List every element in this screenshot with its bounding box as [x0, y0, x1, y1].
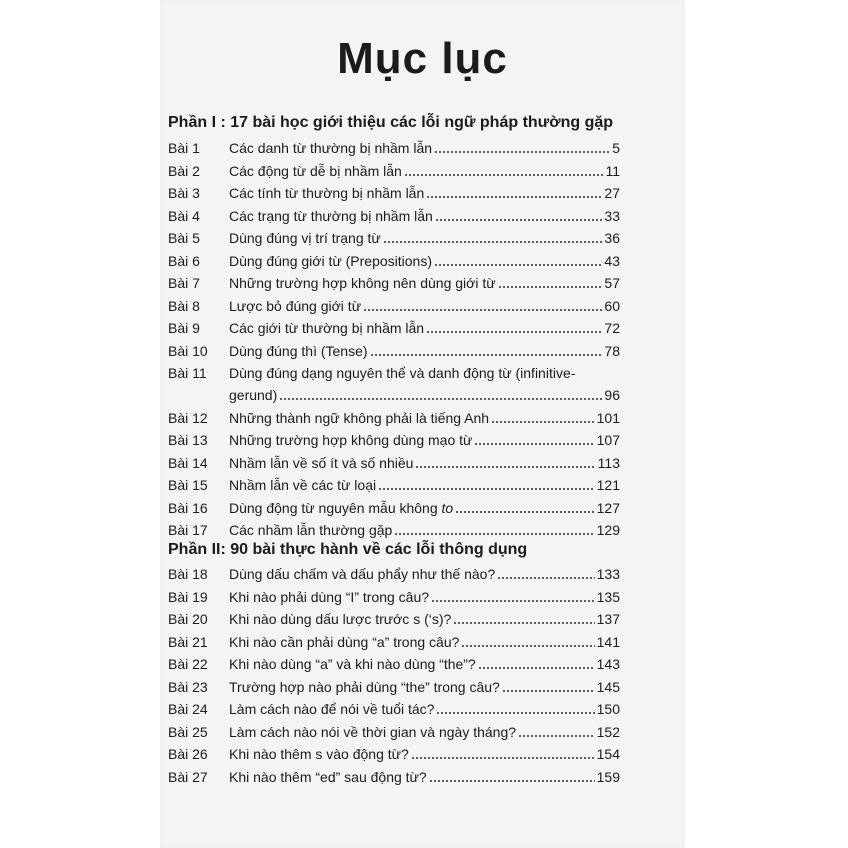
- dot-leader: [497, 567, 594, 579]
- entry-title: [229, 230, 381, 246]
- book-page: [160, 0, 685, 848]
- entry-page-number: 121: [596, 477, 620, 493]
- dot-leader: [363, 299, 602, 311]
- entry-title: [229, 140, 432, 156]
- toc-entry[interactable]: [168, 140, 620, 162]
- entry-line: [229, 320, 620, 336]
- entry-title: [229, 769, 427, 785]
- entry-title: [229, 185, 424, 201]
- entry-title-text: Khi nào dùng “a” và khi nào dùng “the”?: [229, 656, 476, 672]
- entry-page-number: 27: [604, 185, 620, 201]
- entry-page-number: 133: [596, 566, 620, 582]
- toc-entry[interactable]: [168, 724, 620, 746]
- entry-title: [229, 679, 500, 695]
- part-2-heading: Phần II: 90 bài thực hành về các lỗi thông dụng: [168, 541, 528, 558]
- toc-entry[interactable]: [168, 500, 620, 522]
- entry-line: [229, 679, 620, 695]
- entry-number: Bài 12: [168, 409, 208, 426]
- entry-line: [229, 163, 620, 179]
- entry-title: [229, 589, 429, 605]
- dot-leader: [453, 612, 594, 624]
- toc-entry[interactable]: [168, 611, 620, 633]
- dot-leader: [415, 456, 595, 468]
- entry-title-line1: Dùng đúng dạng nguyên thể và danh động từ (infinitive-: [229, 365, 576, 381]
- entry-title-text: Trường hợp nào phải dùng “the” trong câu?: [229, 678, 500, 695]
- entry-line: [229, 746, 620, 762]
- entry-line: [229, 140, 620, 156]
- dot-leader: [455, 501, 594, 513]
- entry-title-text: Các danh từ thường bị nhầm lẫn: [229, 140, 433, 156]
- entry-title: [229, 724, 516, 740]
- entry-line: [229, 343, 620, 359]
- entry-title-text: Các nhầm lẫn thường gặp: [229, 522, 393, 538]
- entry-page-number: 145: [596, 678, 620, 695]
- entry-page-number: 150: [596, 701, 620, 717]
- entry-number: Bài 21: [168, 633, 208, 650]
- entry-title: [229, 611, 451, 627]
- entry-title-text: Các giới từ thường bị nhầm lẫn: [229, 320, 425, 336]
- entry-line: [229, 230, 620, 246]
- entry-number: Bài 18: [168, 566, 208, 582]
- entry-line: [229, 208, 620, 224]
- entry-page-number: 141: [596, 633, 620, 650]
- entry-title-text: Khi nào cần phải dùng “a” trong câu?: [229, 633, 460, 650]
- entry-page-number: 113: [597, 454, 620, 471]
- entry-page-number: 11: [605, 162, 620, 179]
- entry-line: [229, 410, 620, 426]
- entry-title: [229, 387, 277, 403]
- entry-title-text: Lược bỏ đúng giới từ: [229, 297, 362, 314]
- toc-entry[interactable]: [168, 343, 620, 365]
- entry-page-number: 96: [604, 387, 620, 403]
- entry-title-text: Nhầm lẫn về các từ loại: [229, 477, 377, 493]
- entry-line: [229, 724, 620, 740]
- toc-entry[interactable]: [168, 365, 620, 409]
- entry-title-text: Những trường hợp không dùng mạo từ: [229, 432, 473, 448]
- entry-number: Bài 13: [168, 432, 208, 448]
- entry-number: Bài 27: [168, 768, 208, 785]
- entry-title: [229, 656, 476, 672]
- entry-line: [229, 611, 620, 627]
- entry-number: Bài 5: [168, 230, 200, 246]
- toc-entry[interactable]: [168, 455, 620, 477]
- entry-page-number: 78: [604, 342, 620, 359]
- toc-entry[interactable]: [168, 634, 620, 656]
- dot-leader: [491, 411, 595, 423]
- entry-page-number: 154: [596, 746, 620, 762]
- toc-entry[interactable]: [168, 230, 620, 252]
- entry-page-number: 137: [596, 611, 620, 627]
- dot-leader: [378, 478, 595, 490]
- dot-leader: [436, 702, 594, 714]
- dot-leader: [431, 590, 595, 602]
- entry-title: [229, 566, 495, 582]
- entry-title-text: Khi nào thêm “ed” sau động từ?: [229, 768, 427, 785]
- dot-leader: [435, 209, 603, 221]
- toc-entry[interactable]: [168, 432, 620, 454]
- entry-title: [229, 455, 413, 471]
- entry-line: [229, 634, 620, 650]
- entry-number: Bài 16: [168, 499, 208, 516]
- entry-title-text: Những trường hợp không nên dùng giới từ: [229, 275, 496, 291]
- toc-entry[interactable]: [168, 163, 620, 185]
- dot-leader: [461, 635, 594, 647]
- entry-title-text: Làm cách nào để nói về tuổi tác?: [229, 701, 435, 717]
- dot-leader: [404, 164, 604, 176]
- entry-title: [229, 298, 361, 314]
- entry-number: Bài 24: [168, 701, 208, 717]
- entry-number: Bài 15: [168, 477, 208, 493]
- toc-entry[interactable]: [168, 298, 620, 320]
- entry-title-text: Những thành ngữ không phải là tiếng Anh: [229, 409, 490, 426]
- entry-line: [229, 701, 620, 717]
- toc-entry[interactable]: [168, 320, 620, 342]
- entry-line: [229, 589, 620, 605]
- dot-leader: [411, 747, 595, 759]
- entry-page-number: 5: [612, 140, 620, 156]
- entry-title-text: Khi nào phải dùng “I” trong câu?: [229, 588, 430, 605]
- entry-page-number: 107: [596, 432, 620, 448]
- entry-number: Bài 14: [168, 454, 208, 471]
- entry-title-text: Làm cách nào nói về thời gian và ngày tháng?: [229, 723, 517, 740]
- entry-number: Bài 26: [168, 746, 208, 762]
- dot-leader: [478, 657, 595, 669]
- entry-title-text: Nhầm lẫn về số ít và số nhiều: [229, 454, 414, 471]
- entry-title: [229, 343, 368, 359]
- entry-line: [229, 566, 620, 582]
- entry-page-number: 60: [604, 297, 620, 314]
- entry-line: [229, 477, 620, 493]
- entry-number: Bài 9: [168, 320, 200, 336]
- entry-page-number: 101: [596, 409, 620, 426]
- entry-line: [229, 185, 620, 201]
- entry-line: [229, 455, 620, 471]
- toc-entry[interactable]: [168, 477, 620, 499]
- entry-title-text: Dùng dấu chấm và dấu phẩy như thế nào?: [229, 566, 496, 582]
- toc-entry[interactable]: [168, 410, 620, 432]
- entry-number: Bài 4: [168, 207, 200, 224]
- entry-number: Bài 7: [168, 275, 200, 291]
- entry-number: Bài 2: [168, 162, 200, 179]
- entry-title-text: Dùng đúng thì (Tense): [229, 342, 368, 359]
- entry-line: [229, 275, 620, 291]
- dot-leader: [434, 141, 610, 153]
- entry-page-number: 36: [604, 230, 620, 246]
- entry-number: Bài 1: [168, 140, 200, 156]
- toc-entry[interactable]: [168, 769, 620, 791]
- dot-leader: [434, 254, 602, 266]
- entry-number: Bài 8: [168, 297, 200, 314]
- toc-entry[interactable]: [168, 656, 620, 678]
- dot-leader: [474, 433, 594, 445]
- entry-title-text: gerund): [229, 387, 278, 403]
- part-1-heading: Phần I : 17 bài học giới thiệu các lỗi ngữ pháp thường gặp: [168, 114, 614, 131]
- entry-line: [229, 522, 620, 538]
- entry-title-text: Khi nào thêm s vào động từ?: [229, 746, 409, 762]
- entry-page-number: 33: [604, 207, 620, 224]
- dot-leader: [370, 344, 603, 356]
- toc-entry[interactable]: [168, 566, 620, 588]
- entry-number: Bài 6: [168, 252, 200, 269]
- page-title: Mục lục: [337, 34, 508, 83]
- dot-leader: [426, 321, 602, 333]
- toc-entry[interactable]: [168, 253, 620, 275]
- entry-title-text: Dùng đúng giới từ (Prepositions): [229, 252, 432, 269]
- toc-entry[interactable]: [168, 746, 620, 768]
- entry-line: [229, 432, 620, 448]
- toc-entry[interactable]: [168, 208, 620, 230]
- entry-line: [229, 656, 620, 672]
- toc-entry[interactable]: [168, 185, 620, 207]
- dot-leader: [394, 523, 594, 535]
- entry-number: Bài 17: [168, 522, 208, 538]
- entry-title-text: Khi nào dùng dấu lược trước s (‘s)?: [229, 611, 452, 627]
- entry-number: Bài 22: [168, 656, 208, 672]
- dot-leader: [502, 680, 595, 692]
- entry-page-number: 57: [604, 275, 620, 291]
- entry-number: Bài 20: [168, 611, 208, 627]
- entry-page-number: 129: [596, 522, 620, 538]
- toc-entry[interactable]: [168, 679, 620, 701]
- entry-title: [229, 253, 432, 269]
- entry-page-number: 135: [596, 588, 620, 605]
- entry-number: Bài 25: [168, 723, 208, 740]
- dot-leader: [498, 276, 603, 288]
- dot-leader: [279, 388, 602, 400]
- entry-number: Bài 10: [168, 342, 208, 359]
- entry-title-italic: to: [441, 499, 454, 516]
- entry-page-number: 72: [604, 320, 620, 336]
- entry-title: [229, 275, 496, 291]
- entry-title: [229, 500, 453, 516]
- entry-page-number: 43: [604, 252, 620, 269]
- entry-title: [229, 634, 459, 650]
- entry-number: Bài 11: [168, 365, 207, 381]
- entry-number: Bài 3: [168, 185, 200, 201]
- entry-line: [229, 500, 620, 516]
- dot-leader: [426, 186, 602, 198]
- entry-line: [229, 298, 620, 314]
- entry-title: [229, 701, 434, 717]
- entry-title: [229, 208, 433, 224]
- dot-leader: [429, 770, 595, 782]
- entry-title: [229, 163, 402, 179]
- dot-leader: [518, 725, 595, 737]
- entry-title: [229, 522, 392, 538]
- entry-line: [229, 387, 620, 403]
- entry-title-text: Các trạng từ thường bị nhầm lẫn: [229, 207, 433, 224]
- entry-title: [229, 477, 376, 493]
- entry-page-number: 143: [596, 656, 620, 672]
- entry-number: Bài 19: [168, 588, 208, 605]
- toc-entry[interactable]: [168, 275, 620, 297]
- entry-page-number: 152: [596, 723, 620, 740]
- entry-title-text: Dùng động từ nguyên mẫu không: [229, 499, 438, 516]
- toc-entry[interactable]: [168, 701, 620, 723]
- entry-number: Bài 23: [168, 678, 208, 695]
- entry-title: [229, 746, 409, 762]
- entry-title: [229, 320, 424, 336]
- toc-entry[interactable]: [168, 589, 620, 611]
- dot-leader: [383, 231, 603, 243]
- entry-title-text: Các tính từ thường bị nhầm lẫn: [229, 185, 425, 201]
- entry-line: [229, 769, 620, 785]
- entry-title-text: Các động từ dễ bị nhầm lẫn: [229, 162, 402, 179]
- entry-page-number: 159: [596, 768, 620, 785]
- entry-title-text: Dùng đúng vị trí trạng từ: [229, 230, 381, 246]
- entry-page-number: 127: [596, 499, 620, 516]
- entry-title: [229, 410, 489, 426]
- entry-line: [229, 253, 620, 269]
- entry-title: [229, 432, 472, 448]
